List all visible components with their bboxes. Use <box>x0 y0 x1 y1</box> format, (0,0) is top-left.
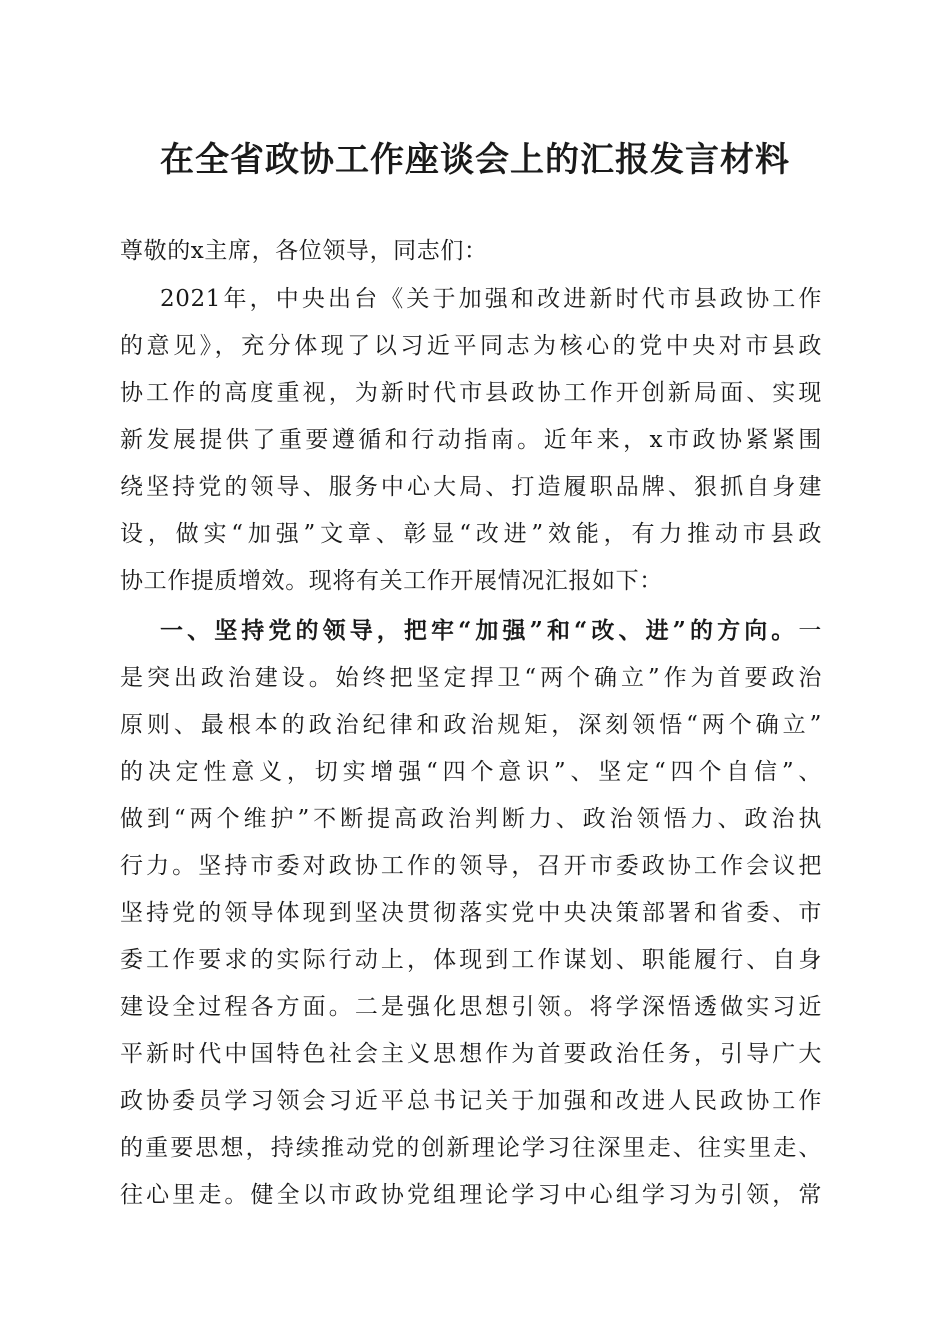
paragraph-line: 协工作提质增效。现将有关工作开展情况汇报如下： <box>120 568 663 594</box>
paragraph-line: 的决定性意义，切实增强“四个意识”、坚定“四个自信”、 <box>120 759 822 785</box>
paragraph-line: 做到“两个维护”不断提高政治判断力、政治领悟力、政治执 <box>120 806 822 832</box>
paragraph-line: 绕坚持党的领导、服务中心大局、打造履职品牌、狠抓自身建 <box>120 474 822 500</box>
paragraph-line: 坚持党的领导体现到坚决贯彻落实党中央决策部署和省委、市 <box>120 900 822 926</box>
document-title: 在全省政协工作座谈会上的汇报发言材料 <box>160 140 790 180</box>
section-heading: 一、坚持党的领导，把牢“加强”和“改、进”的方向。 <box>160 617 799 644</box>
section-heading-line <box>160 616 822 646</box>
paragraph-line: 是突出政治建设。始终把坚定捍卫“两个确立”作为首要政治 <box>120 665 822 691</box>
paragraph-line: 2021年，中央出台《关于加强和改进新时代市县政协工作 <box>160 286 822 312</box>
paragraph-line: 协工作的高度重视，为新时代市县政协工作开创新局面、实现 <box>120 380 822 406</box>
paragraph-line: 的重要思想，持续推动党的创新理论学习往深里走、往实里走、 <box>120 1135 822 1161</box>
paragraph-line: 建设全过程各方面。二是强化思想引领。将学深悟透做实习近 <box>120 994 822 1020</box>
paragraph-line: 新发展提供了重要遵循和行动指南。近年来，x市政协紧紧围 <box>120 427 822 453</box>
paragraph-line: 的意见》，充分体现了以习近平同志为核心的党中央对市县政 <box>120 333 822 359</box>
paragraph-line: 设，做实“加强”文章、彰显“改进”效能，有力推动市县政 <box>120 521 822 547</box>
paragraph-line: 委工作要求的实际行动上，体现到工作谋划、职能履行、自身 <box>120 947 822 973</box>
paragraph-line: 政协委员学习领会习近平总书记关于加强和改进人民政协工作 <box>120 1088 822 1114</box>
paragraph-line: 平新时代中国特色社会主义思想作为首要政治任务，引导广大 <box>120 1041 822 1067</box>
paragraph-line: 原则、最根本的政治纪律和政治规矩，深刻领悟“两个确立” <box>120 712 822 738</box>
section-heading-tail: 一 <box>798 618 822 644</box>
paragraph-line: 往心里走。健全以市政协党组理论学习中心组学习为引领，常 <box>120 1182 822 1208</box>
salutation: 尊敬的x主席，各位领导，同志们： <box>120 238 488 264</box>
paragraph-line: 行力。坚持市委对政协工作的领导，召开市委政协工作会议把 <box>120 853 822 879</box>
